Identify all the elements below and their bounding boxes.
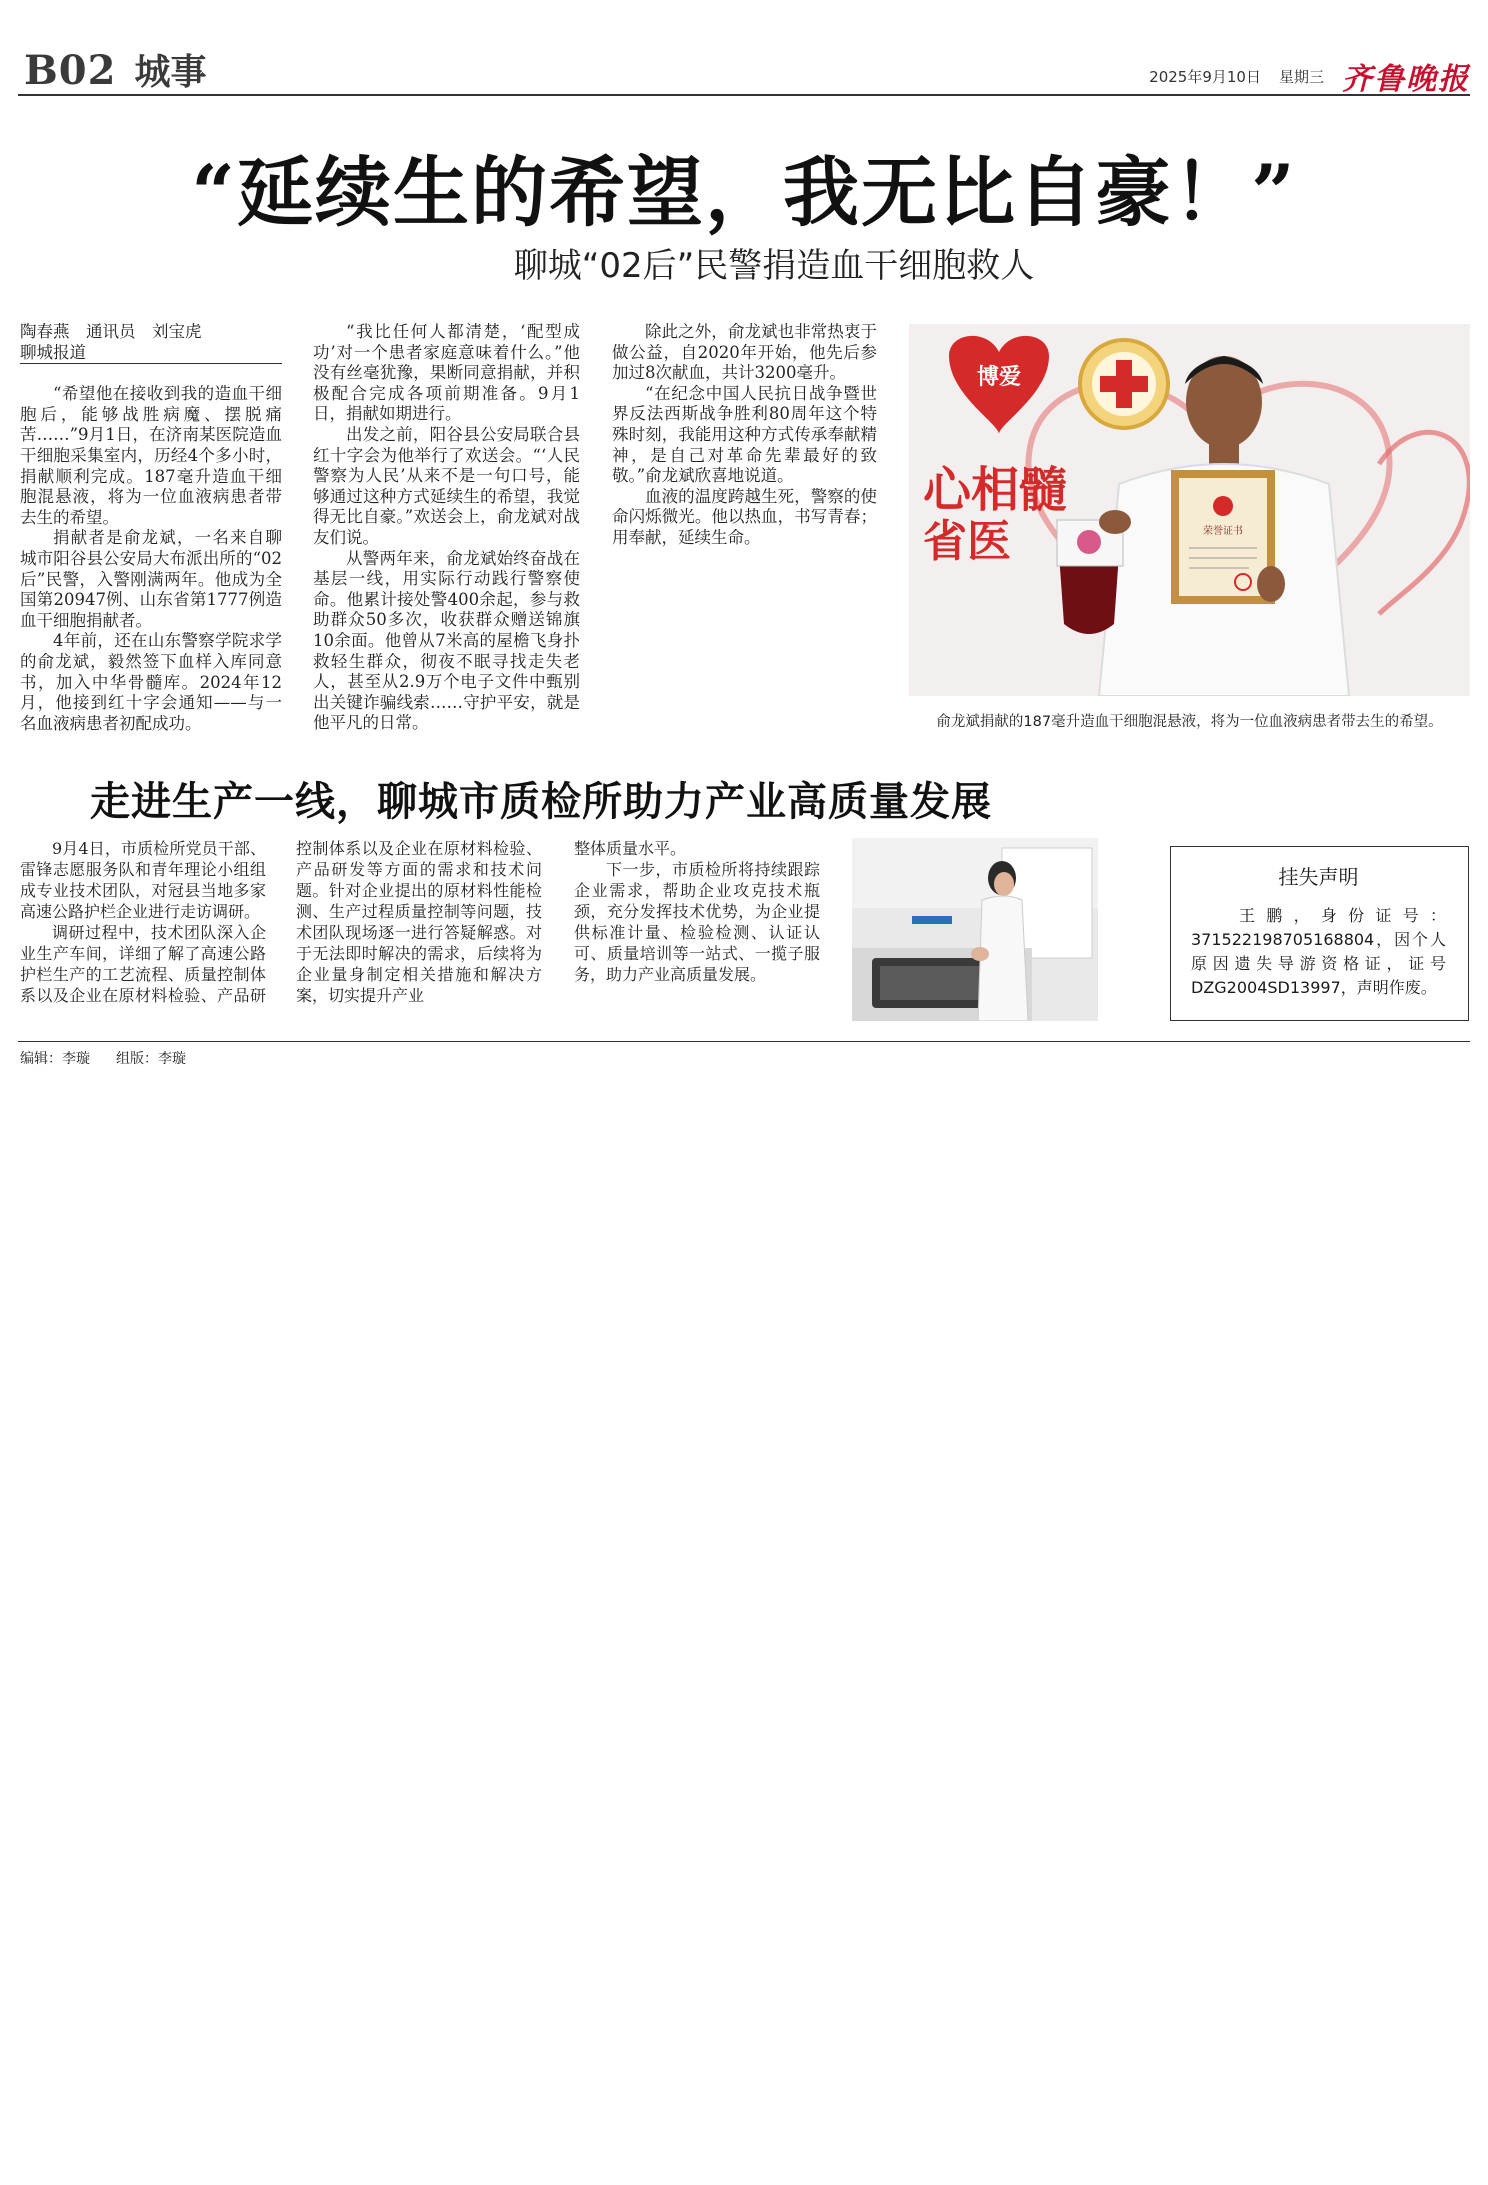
certificate-text: 荣誉证书 xyxy=(1203,526,1243,537)
byline-location: 聊城报道 xyxy=(20,343,282,365)
story1-column-3 xyxy=(612,322,877,742)
story1-paragraph: 从警两年来，俞龙斌始终奋战在基层一线，用实际行动践行警察使命。他累计接处警400余起，参与救助群众50多次，收获群众赠送锦旗10余面。他曾从7米高的屋檐飞身扑救轻生群众，彻夜不眠寻找走失老人，甚至从2.9万个电子文件中甄别出关键诈骗线索……守护平安，就是他平凡的日常。 xyxy=(313,548,580,733)
story1-paragraph: 捐献者是俞龙斌，一名来自聊城市阳谷县公安局大布派出所的“02后”民警，入警刚满两年。他成为全国第20947例、山东省第1777例造血干细胞捐献者。 xyxy=(20,528,282,630)
story2-headline: 走进生产一线，聊城市质检所助力产业高质量发展 xyxy=(90,778,992,825)
story1-subhead: 聊城“02后”民警捐造血干细胞救人 xyxy=(513,246,1035,286)
story2-column-2 xyxy=(296,838,542,1028)
photo-sign-text: 省医 xyxy=(923,516,1011,567)
page-header xyxy=(18,40,1470,96)
photo-sign-text: 心相髓 xyxy=(923,462,1068,518)
story2-column-3 xyxy=(574,838,820,1028)
story1-paragraph: “在纪念中国人民抗日战争暨世界反法西斯战争胜利80周年这个特殊时刻，我能用这种方式传承奉献精神，是自己对革命先辈最好的致敬。”俞龙斌欣喜地说道。 xyxy=(612,383,877,486)
story2-column-1 xyxy=(20,838,266,1028)
byline-reporters: 陶春燕 通讯员 刘宝虎 xyxy=(20,322,202,341)
inspection-photo xyxy=(852,838,1098,1021)
donor-photo-caption: 俞龙斌捐献的187毫升造血干细胞混悬液，将为一位血液病患者带去生的希望。 xyxy=(936,714,1443,730)
story1-paragraph: “我比任何人都清楚，‘配型成功’对一个患者家庭意味着什么。”他没有丝毫犹豫，果断同意捐献，并积极配合完成各项前期准备。9月1日，捐献如期进行。 xyxy=(313,322,580,424)
story2-paragraph-continued: 整体质量水平。 xyxy=(574,839,687,858)
story1-paragraph: 除此之外，俞龙斌也非常热衷于做公益，自2020年开始，他先后参加过8次献血，共计3200毫升。 xyxy=(612,322,877,383)
page-number: B02 xyxy=(24,47,117,94)
header-divider xyxy=(18,94,1470,96)
story1-paragraph: 4年前，还在山东警察学院求学的俞龙斌，毅然签下血样入库同意书，加入中华骨髓库。2024年12月，他接到红十字会通知——与一名血液病患者初配成功。 xyxy=(20,631,282,733)
lost-notice-box xyxy=(1170,846,1469,1021)
donor-photo xyxy=(909,324,1470,696)
inspection-photo-illustration xyxy=(852,838,1098,1021)
photo-sign-text: 博爱 xyxy=(976,365,1022,390)
page-footer xyxy=(20,1048,186,1068)
editor-credit: 编辑：李璇 xyxy=(20,1051,90,1067)
page-section-label xyxy=(24,44,207,95)
story1-headline: “延续生的希望，我无比自豪！” xyxy=(191,148,1297,237)
lost-notice-body: 王鹏，身份证号：371522198705168804，因个人原因遗失导游资格证，证号DZG2004SD13997，声明作废。 xyxy=(1191,906,1446,997)
section-name: 城事 xyxy=(134,52,207,93)
story2-paragraph: 9月4日，市质检所党员干部、雷锋志愿服务队和青年理论小组组成专业技术团队，对冠县当地多家高速公路护栏企业进行走访调研。 xyxy=(20,839,266,921)
story1-column-2 xyxy=(313,322,580,742)
story2-paragraph-continued: 控制体系以及企业在原材料检验、产品研发等方面的需求和技术问题。针对企业提出的原材料性能检测、生产过程质量控制等问题，技术团队现场逐一进行答疑解惑。对于无法即时解决的需求，后续将为企业量身制定相关措施和解决方案，切实提升产业 xyxy=(296,839,542,1005)
newspaper-logo: 齐鲁晚报 xyxy=(1342,62,1470,97)
issue-date: 2025年9月10日 xyxy=(1149,67,1261,86)
donor-photo-illustration xyxy=(909,324,1470,696)
issue-weekday: 星期三 xyxy=(1278,67,1324,86)
story1-paragraph: 出发之前，阳谷县公安局联合县红十字会为他举行了欢送会。“‘人民警察为人民’从来不是一句口号，能够通过这种方式延续生的希望，我觉得无比自豪。”欢送会上，俞龙斌对战友们说。 xyxy=(313,424,580,547)
masthead-info xyxy=(1149,54,1470,98)
layout-credit: 组版：李璇 xyxy=(116,1051,186,1067)
story2-paragraph: 下一步，市质检所将持续跟踪企业需求，帮助企业攻克技术瓶颈，充分发挥技术优势，为企业提供标准计量、检验检测、认证认可、质量培训等一站式、一揽子服务，助力产业高质量发展。 xyxy=(574,860,820,984)
story1-paragraph: “希望他在接收到我的造血干细胞后，能够战胜病魔、摆脱痛苦……”9月1日，在济南某医院造血干细胞采集室内，历经4个多小时，捐献顺利完成。187毫升造血干细胞混悬液，将为一位血液病患者带去生的希望。 xyxy=(20,384,282,527)
lost-notice-title: 挂失声明 xyxy=(1278,865,1359,889)
story1-column-1 xyxy=(20,322,282,742)
footer-divider xyxy=(18,1041,1470,1042)
story1-paragraph: 血液的温度跨越生死，警察的使命闪烁微光。他以热血，书写青春；用奉献，延续生命。 xyxy=(612,486,877,547)
story2-paragraph: 调研过程中，技术团队深入企业生产车间，详细了解了高速公路护栏生产的工艺流程、质量控制体系以及企业在原材料检验、产品研 xyxy=(20,923,266,1005)
